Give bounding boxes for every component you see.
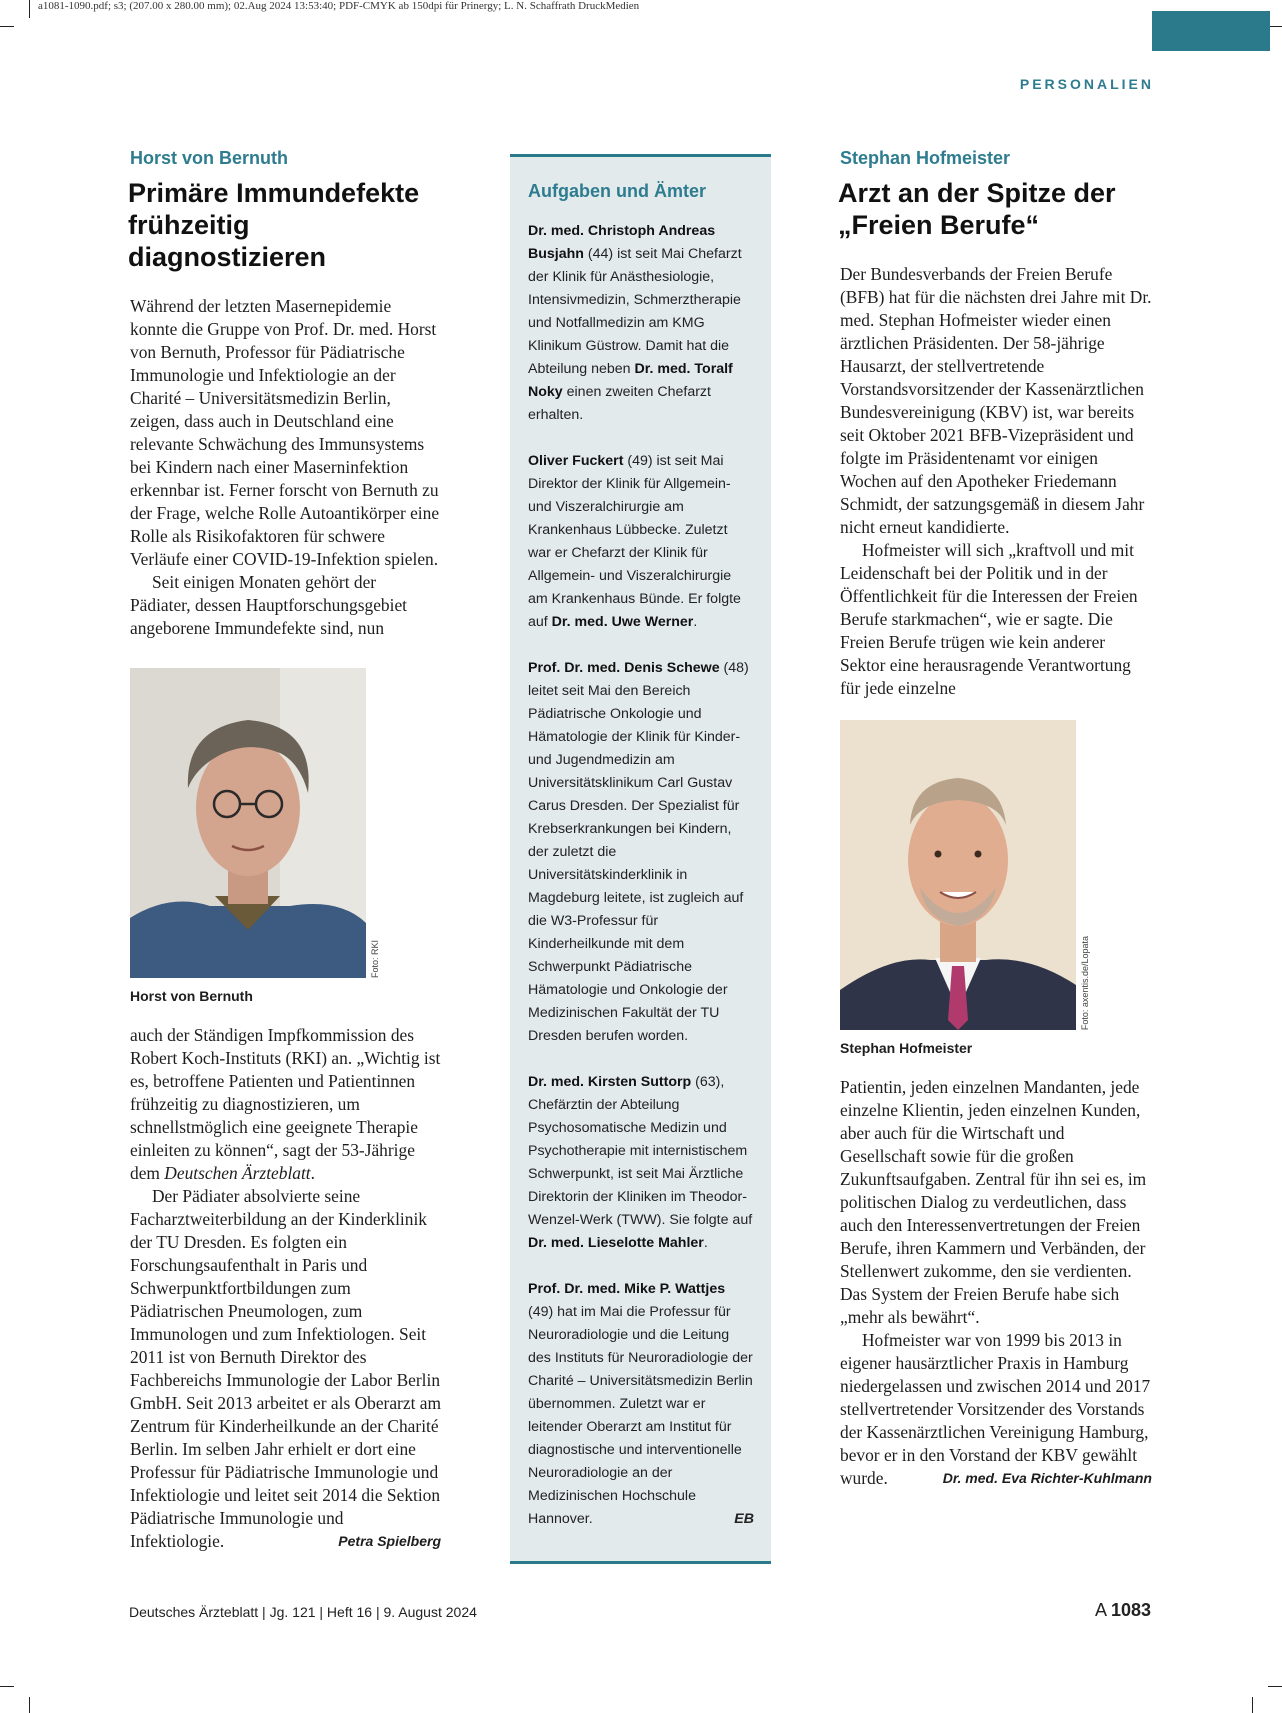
headline-line: Arzt an der Spitze der: [838, 178, 1116, 208]
article-kicker: Stephan Hofmeister: [840, 148, 1011, 168]
crop-mark: [29, 0, 30, 18]
photo-credit: Foto: axentis.de/Lopata: [1080, 935, 1090, 1030]
portrait-photo: [130, 668, 380, 978]
article-left: [130, 148, 441, 1553]
crop-mark: [0, 1686, 14, 1687]
person-name: Prof. Dr. med. Mike P. Wattjes: [528, 1281, 726, 1297]
paragraph: Während der letzten Masernepidemie konnte die Gruppe von Prof. Dr. med. Horst von Bernuth, Professor für Pädiatrische Immunologie und Infektiologie an der Charité – Universitätsmedizin Berlin, zeigen, dass auch in Deutschland eine relevante Schwächung des Immunsystems bei Kindern nach einer Maserninfektion erkennbar ist. Ferner forscht von Bernuth zu der Frage, welche Rolle Autoantikörper eine Rolle als Risikofaktoren für schwere Verläufe einer COVID-19-Infektion spielen.: [130, 296, 440, 569]
portrait-photo: [840, 720, 1090, 1030]
paragraph: Patientin, jeden einzelnen Mandanten, jede einzelne Klientin, jeden einzelnen Kunden, aber auch für die Wirtschaft und Gesellschaft sowie für die großen Zukunftsaufgaben. Zentral für ihn sei es, im politischen Dialog zu verdeutlichen, dass auch den Interessenvertretungen der Freien Berufe, ihren Kammern und Verbänden, der Stellenwert zukomme, den sie verdienten. Das System der Freien Berufe habe sich „mehr als bewährt“.: [840, 1077, 1147, 1327]
author-byline: Petra Spielberg: [338, 1533, 441, 1549]
headline-line: „Freien Berufe“: [838, 210, 1040, 240]
paragraph: [840, 1329, 1152, 1490]
author-byline: Dr. med. Eva Richter-Kuhlmann: [942, 1470, 1152, 1486]
text: .: [693, 614, 698, 630]
box-byline: EB: [734, 1511, 754, 1527]
person-name: Dr. med. Lieselotte Mahler: [528, 1235, 704, 1251]
page-prefix: A: [1094, 1600, 1111, 1620]
article-kicker: Horst von Bernuth: [130, 148, 289, 168]
person-name: Dr. med. Toralf Noky: [528, 361, 733, 400]
journal-footer: Deutsches Ärzteblatt | Jg. 121 | Heft 16 | 9. August 2024: [129, 1604, 477, 1620]
portrait-figure: [130, 668, 441, 1004]
text: (49) hat im Mai die Professur für Neuroradiologie und die Leitung des Instituts für Neuroradiologie der Charité – Universitätsmedizin Berlin übernommen. Zuletzt war er leitender Oberarzt am Institut für diagnostische und interventionelle Neuroradiologie an der Medizinischen Hochschule Hannover.: [528, 1304, 753, 1527]
article-body: [130, 295, 441, 640]
text: Hofmeister war von 1999 bis 2013 in eigener hausärztlicher Praxis in Hamburg niedergelassen und zwischen 2014 und 2017 stellvertretender Vorsitzender des Vorstands der Kassenärztlichen Vereinigung Hamburg, bevor er in den Vorstand der KBV gewählt wurde.: [840, 1330, 1151, 1488]
photo-caption: Stephan Hofmeister: [840, 1040, 973, 1056]
paragraph: Hofmeister will sich „kraftvoll und mit Leidenschaft bei der Politik und in der Öffentlichkeit für die Interessen der Freien Berufe starkmachen“, wie er sagte. Die Freien Berufe trügen wie kein anderer Sektor eine herausragende Verantwortung für jede einzelne: [840, 540, 1138, 698]
text: (44) ist seit Mai Chefarzt der Klinik für Anästhesiologie, Intensivmedizin, Schmerztherapie und Notfallmedizin am KMG Klinikum Güstrow. Damit hat die Abteilung neben: [528, 246, 742, 377]
section-label: PERSONALIEN: [1019, 76, 1154, 92]
article-body: [840, 263, 1152, 700]
headline-line: Primäre Immundefekte: [128, 178, 420, 208]
appointment-entry: [528, 657, 754, 1048]
photo-credit: Foto: RKI: [370, 939, 380, 978]
person-name: Dr. med. Uwe Werner: [551, 614, 694, 630]
article-headline: [128, 177, 441, 273]
page-number: [1095, 1600, 1151, 1621]
text: Der Pädiater absolvierte seine Facharztweiterbildung an der Kinderklinik der TU Dresden. Es folgten ein Forschungsaufenthalt in Paris und Schwerpunktfortbildungen zum Pädiatrischen Pneumologen, zum Immunologen und zum Infektiologen. Seit 2011 ist von Bernuth Direktor des Fachbereichs Immunologie der Labor Berlin GmbH. Seit 2013 arbeitet er als Oberarzt am Zentrum für Kinderheilkunde an der Charité Berlin. Im selben Jahr erhielt er dort eine Professur für Pädiatrische Immunologie und Infektiologie und leitet seit 2014 die Sektion Pädiatrische Immunologie und Infektiologie.: [130, 1186, 441, 1551]
appointment-entry: [528, 450, 754, 634]
publication-name: Deutschen Ärzteblatt: [164, 1163, 311, 1183]
text: .: [703, 1235, 708, 1251]
person-name: Prof. Dr. med. Denis Schewe: [528, 660, 720, 676]
article-body-continued: [130, 1024, 441, 1553]
section-color-bar: [1152, 11, 1270, 51]
crop-mark: [1252, 1697, 1253, 1713]
crop-mark: [0, 26, 14, 27]
paragraph: [130, 1185, 441, 1553]
article-headline: [838, 177, 1152, 241]
crop-mark: [1268, 26, 1282, 27]
text: (49) ist seit Mai Direktor der Klinik für Allgemein- und Viszeralchirurgie am Krankenhaus Lübbecke. Zuletzt war er Chefarzt der Klinik für Allgemein- und Viszeralchirurgie am Krankenhaus Bünde. Er folgte auf: [528, 453, 741, 630]
article-body-continued: [840, 1076, 1152, 1490]
text: .: [310, 1163, 315, 1183]
appointments-box: [510, 154, 771, 1564]
crop-mark: [29, 1697, 30, 1713]
person-name: Dr. med. Christoph Andreas Busjahn: [528, 223, 716, 262]
person-name: Oliver Fuckert: [528, 453, 624, 469]
text: auch der Ständigen Impfkommission des Robert Koch-Instituts (RKI) an. „Wichtig ist es, betroffene Patienten und Patientinnen frühzeitig zu diagnostizieren, um schnellstmöglich eine geeignete Therapie einleiten zu können“, sagt der 53-Jährige dem: [130, 1025, 441, 1183]
portrait-image: [840, 720, 1076, 1030]
person-name: Dr. med. Kirsten Suttorp: [528, 1074, 692, 1090]
paragraph: Seit einigen Monaten gehört der Pädiater, dessen Hauptforschungsgebiet angeborene Immundefekte sind, nun: [130, 572, 407, 638]
crop-mark: [1268, 1686, 1282, 1687]
portrait-image: [130, 668, 366, 978]
headline-line: frühzeitig diagnostizieren: [128, 210, 327, 272]
print-slug: a1081-1090.pdf; s3; (207.00 x 280.00 mm); 02.Aug 2024 13:53:40; PDF-CMYK ab 150dpi für Prinergy; L. N. Schaffrath DruckMedien: [38, 0, 640, 12]
text: einen zweiten Chefarzt erhalten.: [528, 384, 711, 423]
photo-caption: Horst von Bernuth: [130, 988, 253, 1004]
paragraph: [130, 1024, 441, 1185]
appointment-entry: [528, 1278, 754, 1531]
article-right: [840, 148, 1152, 1490]
page-number-value: 1083: [1110, 1600, 1151, 1620]
text: (63), Chefärztin der Abteilung Psychosomatische Medizin und Psychotherapie mit internistischem Schwerpunkt, ist seit Mai Ärztliche Direktorin der Kliniken im Theodor-Wenzel-Werk (TWW). Sie folgte auf: [528, 1074, 753, 1228]
appointment-entry: [528, 220, 754, 427]
box-title: Aufgaben und Ämter: [528, 181, 706, 201]
portrait-figure: [840, 720, 1152, 1056]
appointment-entry: [528, 1071, 754, 1255]
text: (48) leitet seit Mai den Bereich Pädiatrische Onkologie und Hämatologie der Klinik für Kinder- und Jugendmedizin am Universitätsklinikum Carl Gustav Carus Dresden. Der Spezialist für Krebserkrankungen bei Kindern, der zuletzt die Universitätskinderklinik in Magdeburg leitete, ist zugleich auf die W3-Professur für Kinderheilkunde mit dem Schwerpunkt Pädiatrische Hämatologie und Onkologie der Medizinischen Fakultät der TU Dresden berufen worden.: [528, 660, 749, 1044]
paragraph: Der Bundesverbands der Freien Berufe (BFB) hat für die nächsten drei Jahre mit Dr. med. Stephan Hofmeister wieder einen ärztlichen Präsidenten. Der 58-jährige Hausarzt, der stellvertretende Vorstandsvorsitzender der Kassenärztlichen Bundesvereinigung (KBV) ist, war bereits seit Oktober 2021 BFB-Vizepräsident und folgte im Präsidentenamt vor einigen Wochen auf den Apotheker Friedemann Schmidt, der satzungsgemäß in diesem Jahr nicht erneut kandidierte.: [840, 264, 1152, 537]
